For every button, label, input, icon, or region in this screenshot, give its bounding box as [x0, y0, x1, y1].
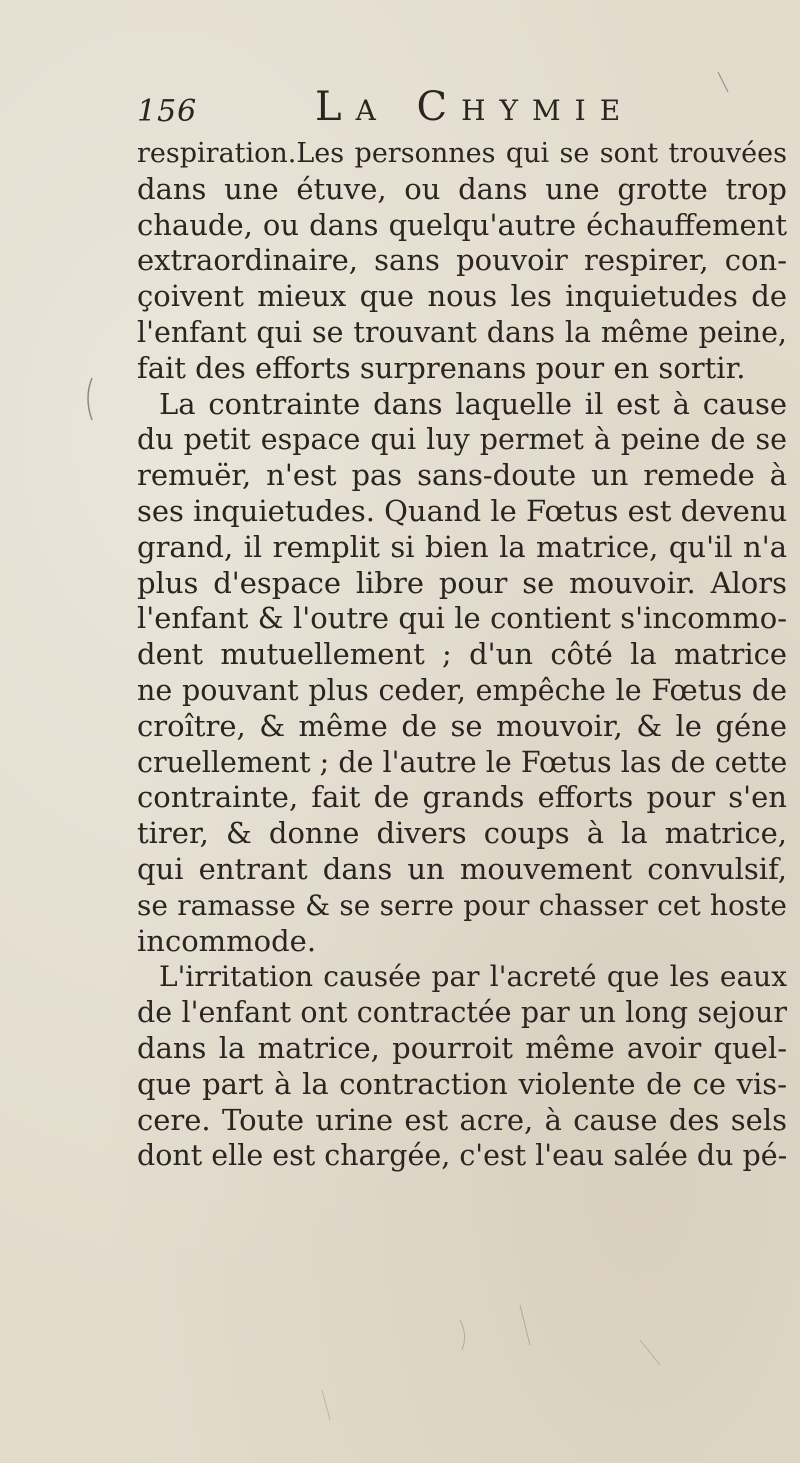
running-head: La Chymie: [315, 84, 635, 130]
text-line: chaude, ou dans quelqu'autre échauffement: [137, 207, 787, 242]
text-line: extraordinaire, sans pouvoir respirer, con-: [137, 243, 787, 278]
page-header: [137, 84, 777, 134]
text-line: remuër, n'est pas sans-doute un remede à: [137, 458, 787, 493]
text-line: çoivent mieux que nous les inquietudes de: [137, 279, 787, 314]
text-line: cere. Toute urine est acre, à cause des sels: [137, 1102, 787, 1137]
text-line: incommode.: [137, 923, 317, 958]
text-line: se ramasse & se serre pour chasser cet hoste: [137, 888, 787, 922]
text-line: respiration.Les personnes qui se sont trouvées: [137, 138, 787, 169]
text-line: fait des efforts surprenans pour en sortir.: [137, 350, 746, 385]
page-number: 156: [137, 94, 198, 129]
body-text: [137, 136, 787, 1174]
text-line: L'irritation causée par l'acreté que les eaux: [159, 960, 787, 994]
text-line: contrainte, fait de grands efforts pour s'en: [137, 780, 787, 815]
text-line: croître, & même de se mouvoir, & le géne: [137, 708, 787, 743]
text-line: ses inquietudes. Quand le Fœtus est devenu: [137, 493, 788, 528]
text-line: plus d'espace libre pour se mouvoir. Alors: [137, 565, 787, 600]
text-line: La contrainte dans laquelle il est à cause: [159, 386, 787, 421]
text-line: dont elle est chargée, c'est l'eau salée du pé-: [137, 1139, 788, 1173]
text-line: qui entrant dans un mouvement convulsif,: [137, 851, 787, 886]
text-line: l'enfant qui se trouvant dans la même peine,: [137, 315, 787, 349]
text-line: tirer, & donne divers coups à la matrice,: [137, 816, 787, 851]
text-line: du petit espace qui luy permet à peine de se: [137, 423, 787, 457]
text-line: que part à la contraction violente de ce vis-: [137, 1066, 787, 1101]
text-line: dent mutuellement ; d'un côté la matrice: [137, 637, 787, 672]
text-line: ne pouvant plus ceder, empêche le Fœtus de: [137, 673, 787, 707]
text-line: dans une étuve, ou dans une grotte trop: [137, 171, 787, 206]
text-line: grand, il remplit si bien la matrice, qu'il n'a: [137, 529, 787, 564]
text-line: l'enfant & l'outre qui le contient s'incommo-: [137, 601, 787, 636]
text-line: de l'enfant ont contractée par un long sejour: [137, 996, 787, 1030]
text-line: cruellement ; de l'autre le Fœtus las de cette: [137, 745, 788, 779]
text-line: dans la matrice, pourroit même avoir quel-: [137, 1030, 787, 1065]
